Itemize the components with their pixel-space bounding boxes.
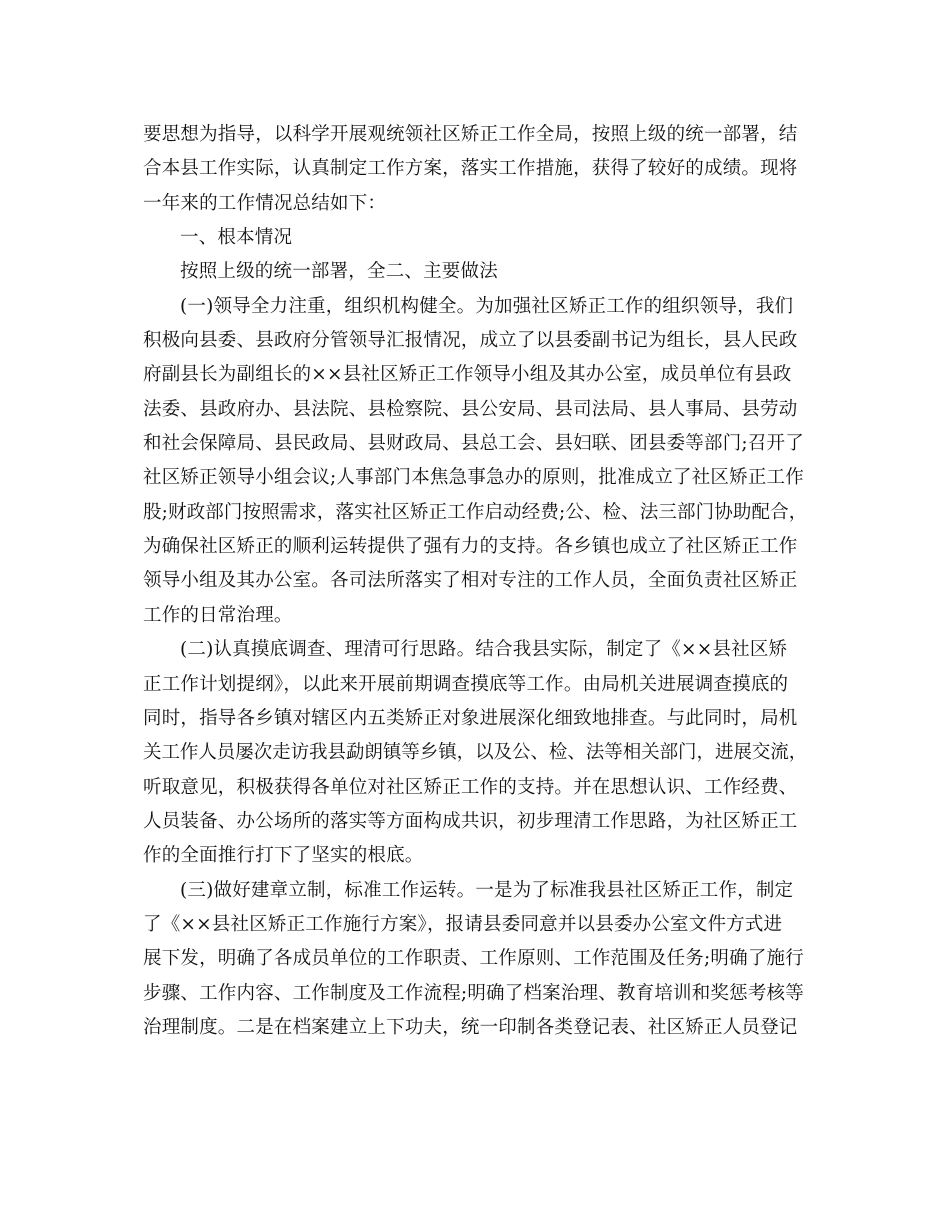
text-line: 了《××县社区矫正工作施行方案》，报请县委同意并以县委办公室文件方式进	[143, 913, 783, 935]
text-line: 按照上级的统一部署，全二、主要做法	[180, 261, 498, 283]
text-line: 同时，指导各乡镇对辖区内五类矫正对象进展深化细致地排查。与此同时，局机	[143, 707, 798, 729]
document-body	[143, 118, 807, 1045]
text-line: (二)认真摸底调查、理清可行思路。结合我县实际，制定了《××县社区矫	[180, 639, 788, 661]
text-line: 股;财政部门按照需求，落实社区矫正工作启动经费;公、检、法三部门协助配合，	[143, 501, 808, 523]
text-line: 合本县工作实际，认真制定工作方案，落实工作措施，获得了较好的成绩。现将	[143, 158, 798, 180]
text-line: 听取意见，积极获得各单位对社区矫正工作的支持。并在思想认识、工作经费、	[143, 776, 798, 798]
text-line: 府副县长为副组长的××县社区矫正工作领导小组及其办公室，成员单位有县政	[143, 364, 792, 386]
text-line: 作的全面推行打下了坚实的根底。	[143, 845, 424, 867]
text-line: 要思想为指导，以科学开展观统领社区矫正工作全局，按照上级的统一部署，结	[143, 124, 798, 145]
text-line: 人员装备、办公场所的落实等方面构成共识，初步理清工作思路，为社区矫正工	[143, 810, 798, 832]
text-line: 工作的日常治理。	[143, 604, 293, 626]
text-line: 领导小组及其办公室。各司法所落实了相对专注的工作人员，全面负责社区矫正	[143, 570, 798, 592]
text-line: 和社会保障局、县民政局、县财政局、县总工会、县妇联、团县委等部门;召开了	[143, 433, 804, 455]
text-line: 治理制度。二是在档案建立上下功夫，统一印制各类登记表、社区矫正人员登记	[143, 1016, 798, 1038]
text-line: 关工作人员屡次走访我县勐朗镇等乡镇，以及公、检、法等相关部门，进展交流，	[143, 742, 808, 764]
text-line: 步骤、工作内容、工作制度及工作流程;明确了档案治理、教育培训和奖惩考核等	[143, 982, 804, 1004]
text-line: 正工作计划提纲》，以此来开展前期调查摸底等工作。由局机关进展调查摸底的	[143, 673, 789, 695]
text-line: 一年来的工作情况总结如下：	[143, 192, 387, 214]
text-line: 法委、县政府办、县法院、县检察院、县公安局、县司法局、县人事局、县劳动	[143, 398, 798, 420]
text-line: (三)做好建章立制，标准工作运转。一是为了标准我县社区矫正工作，制定	[180, 879, 794, 901]
text-line: (一)领导全力注重，组织机构健全。为加强社区矫正工作的组织领导，我们	[180, 295, 794, 317]
text-line: 为确保社区矫正的顺利运转提供了强有力的支持。各乡镇也成立了社区矫正工作	[143, 536, 798, 558]
text-line: 积极向县委、县政府分管领导汇报情况，成立了以县委副书记为组长，县人民政	[143, 330, 798, 352]
text-line: 展下发，明确了各成员单位的工作职责、工作原则、工作范围及任务;明确了施行	[143, 948, 804, 970]
text-line: 一、根本情况	[180, 227, 293, 249]
text-line: 社区矫正领导小组会议;人事部门本焦急事急办的原则，批准成立了社区矫正工作	[143, 467, 804, 489]
